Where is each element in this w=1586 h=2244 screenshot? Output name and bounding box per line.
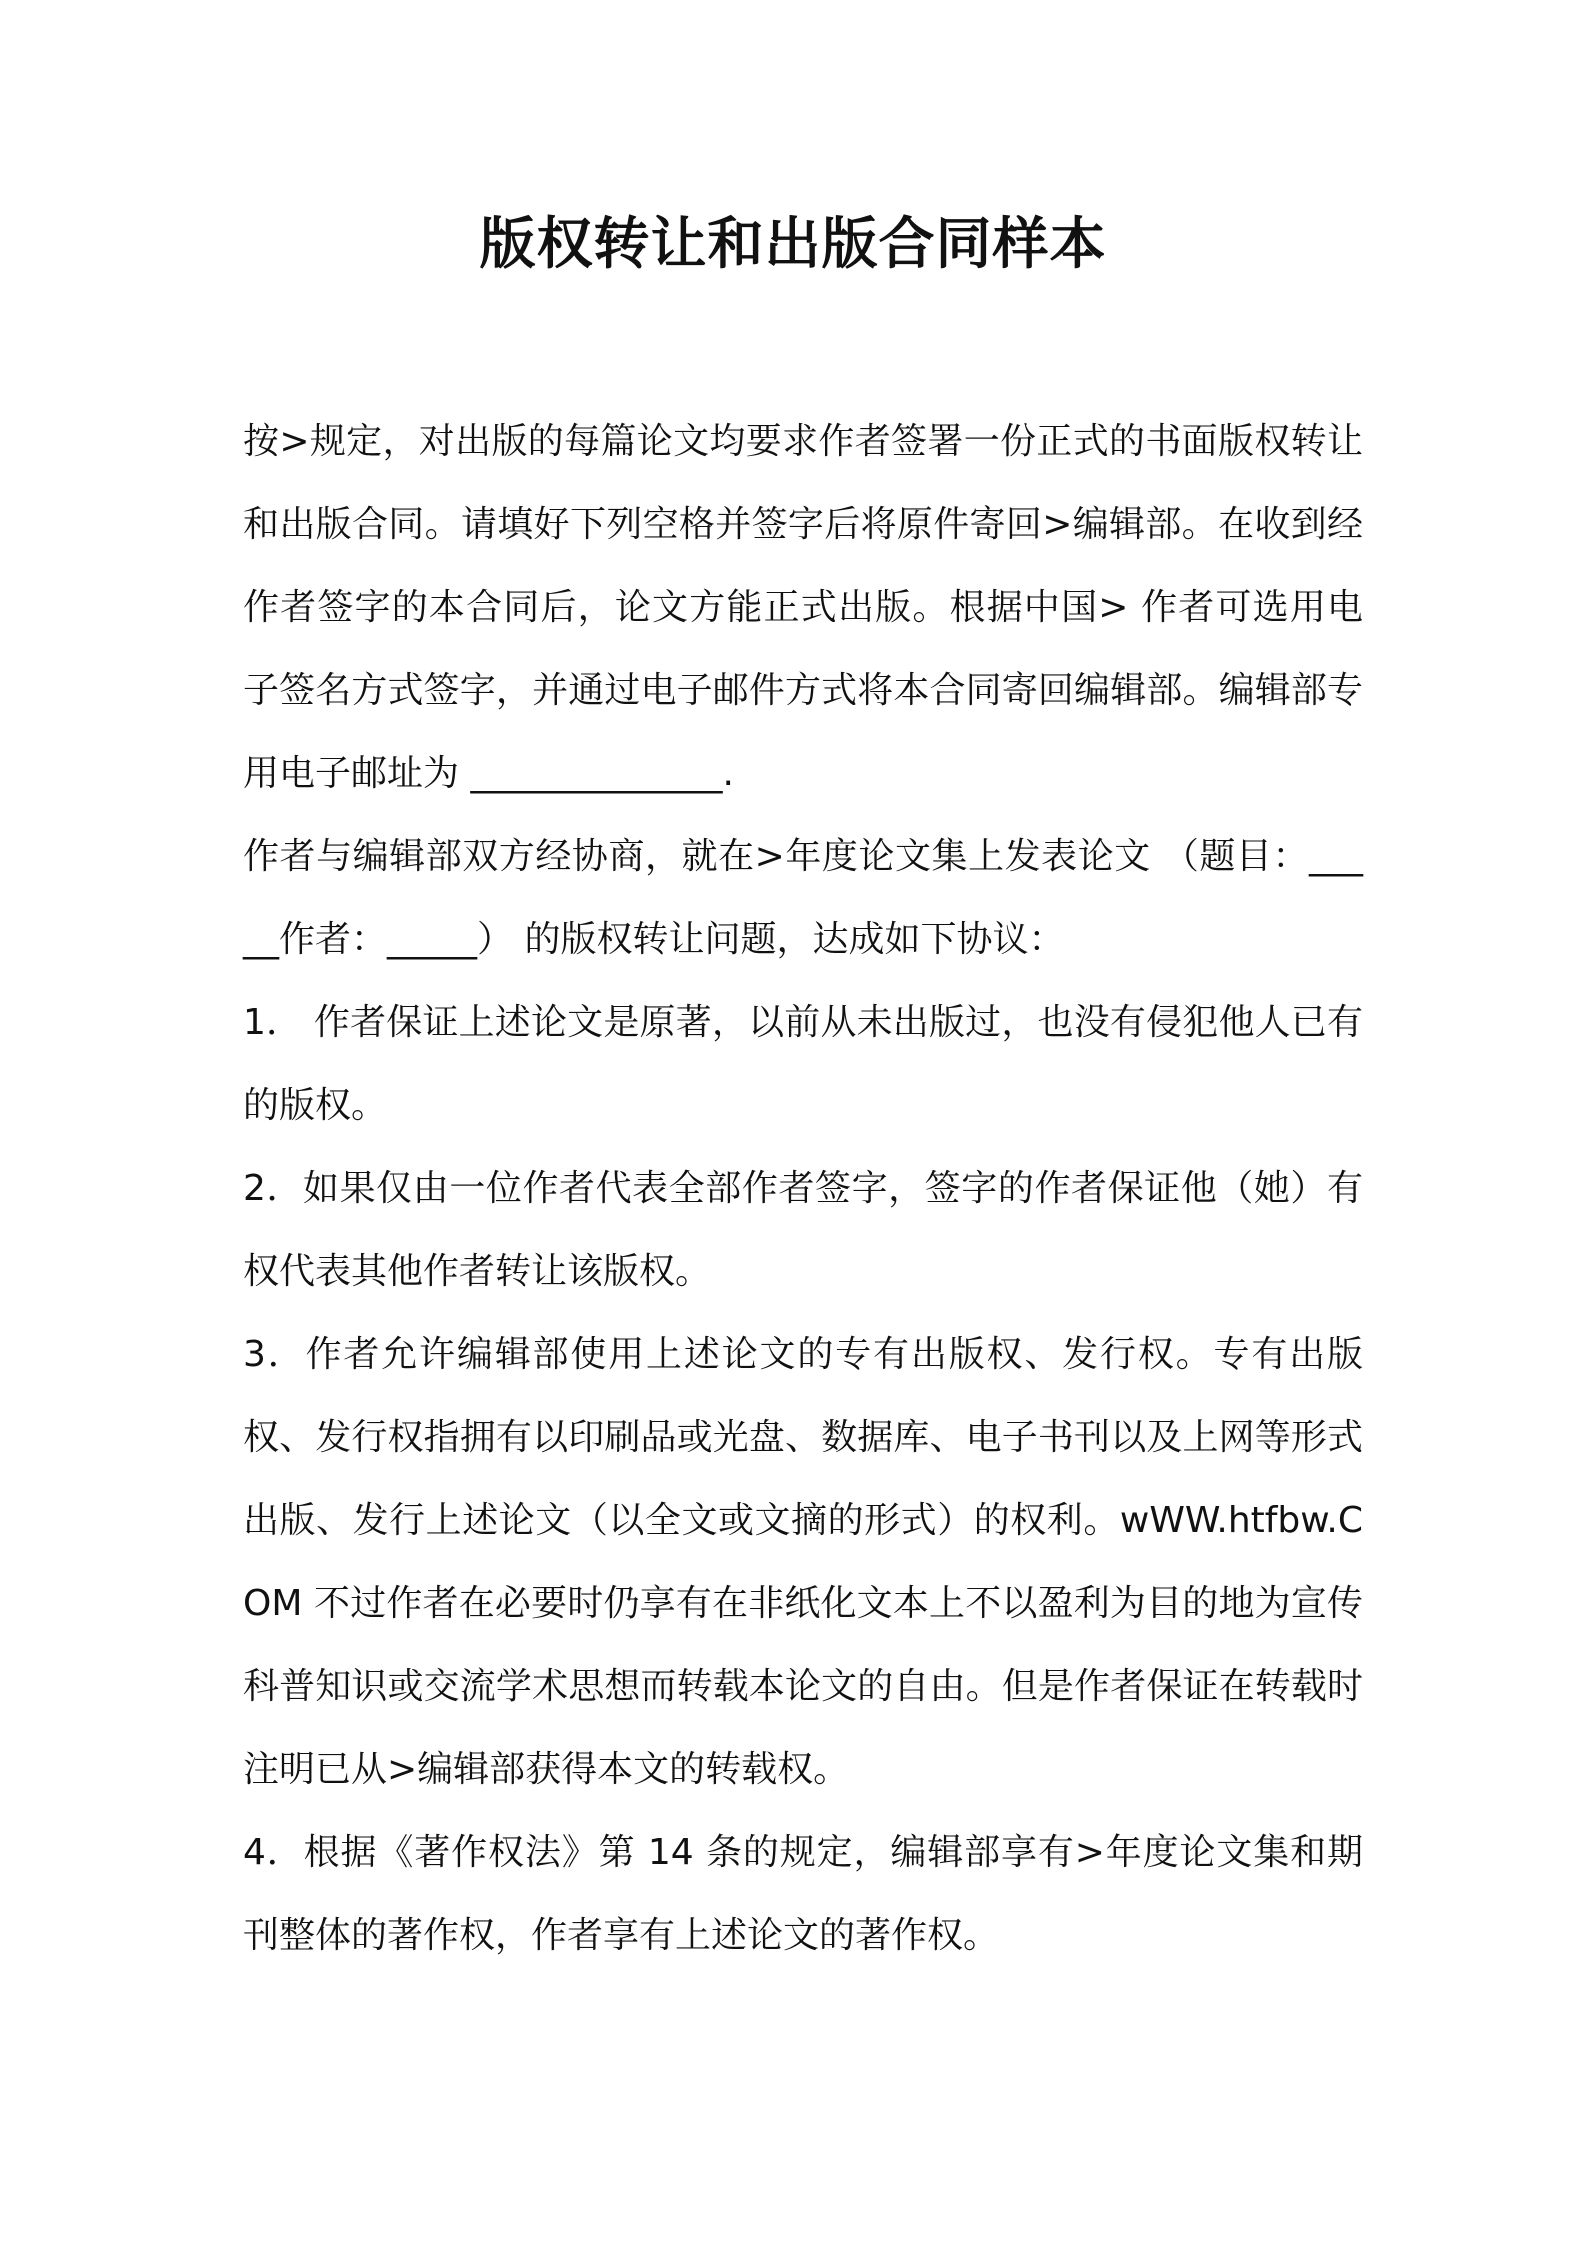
paragraph-intro: 按>规定，对出版的每篇论文均要求作者签署一份正式的书面版权转让和出版合同。请填好下列空格并签字后将原件寄回>编辑部。在收到经作者签字的本合同后，论文方能正式出版。根据中国> 作者可选用电子签名方式签字，并通过电子邮件方式将本合同寄回编辑部。编辑部专用电子邮址为 ______________. xyxy=(243,421,1363,794)
clause-4: 4．根据《著作权法》第 14 条的规定，编辑部享有>年度论文集和期刊整体的著作权，作者享有上述论文的著作权。 xyxy=(243,1832,1363,1956)
clause-2: 2．如果仅由一位作者代表全部作者签字，签字的作者保证他（她）有权代表其他作者转让该版权。 xyxy=(243,1168,1363,1292)
paragraph-agreement: 作者与编辑部双方经协商，就在>年度论文集上发表论文 （题目：_____作者：_____） 的版权转让问题，达成如下协议： xyxy=(243,836,1363,960)
document-body xyxy=(243,400,1363,1977)
document-title: 版权转让和出版合同样本 xyxy=(479,212,1107,277)
clause-1: 1． 作者保证上述论文是原著，以前从未出版过，也没有侵犯他人已有的版权。 xyxy=(243,1002,1363,1126)
clause-3: 3．作者允许编辑部使用上述论文的专有出版权、发行权。专有出版权、发行权指拥有以印刷品或光盘、数据库、电子书刊以及上网等形式出版、发行上述论文（以全文或文摘的形式）的权利。wWW.htfbw.COM 不过作者在必要时仍享有在非纸化文本上不以盈利为目的地为宣传科普知识或交流学术思想而转载本论文的自由。但是作者保证在转载时注明已从>编辑部获得本文的转载权。 xyxy=(243,1334,1363,1790)
